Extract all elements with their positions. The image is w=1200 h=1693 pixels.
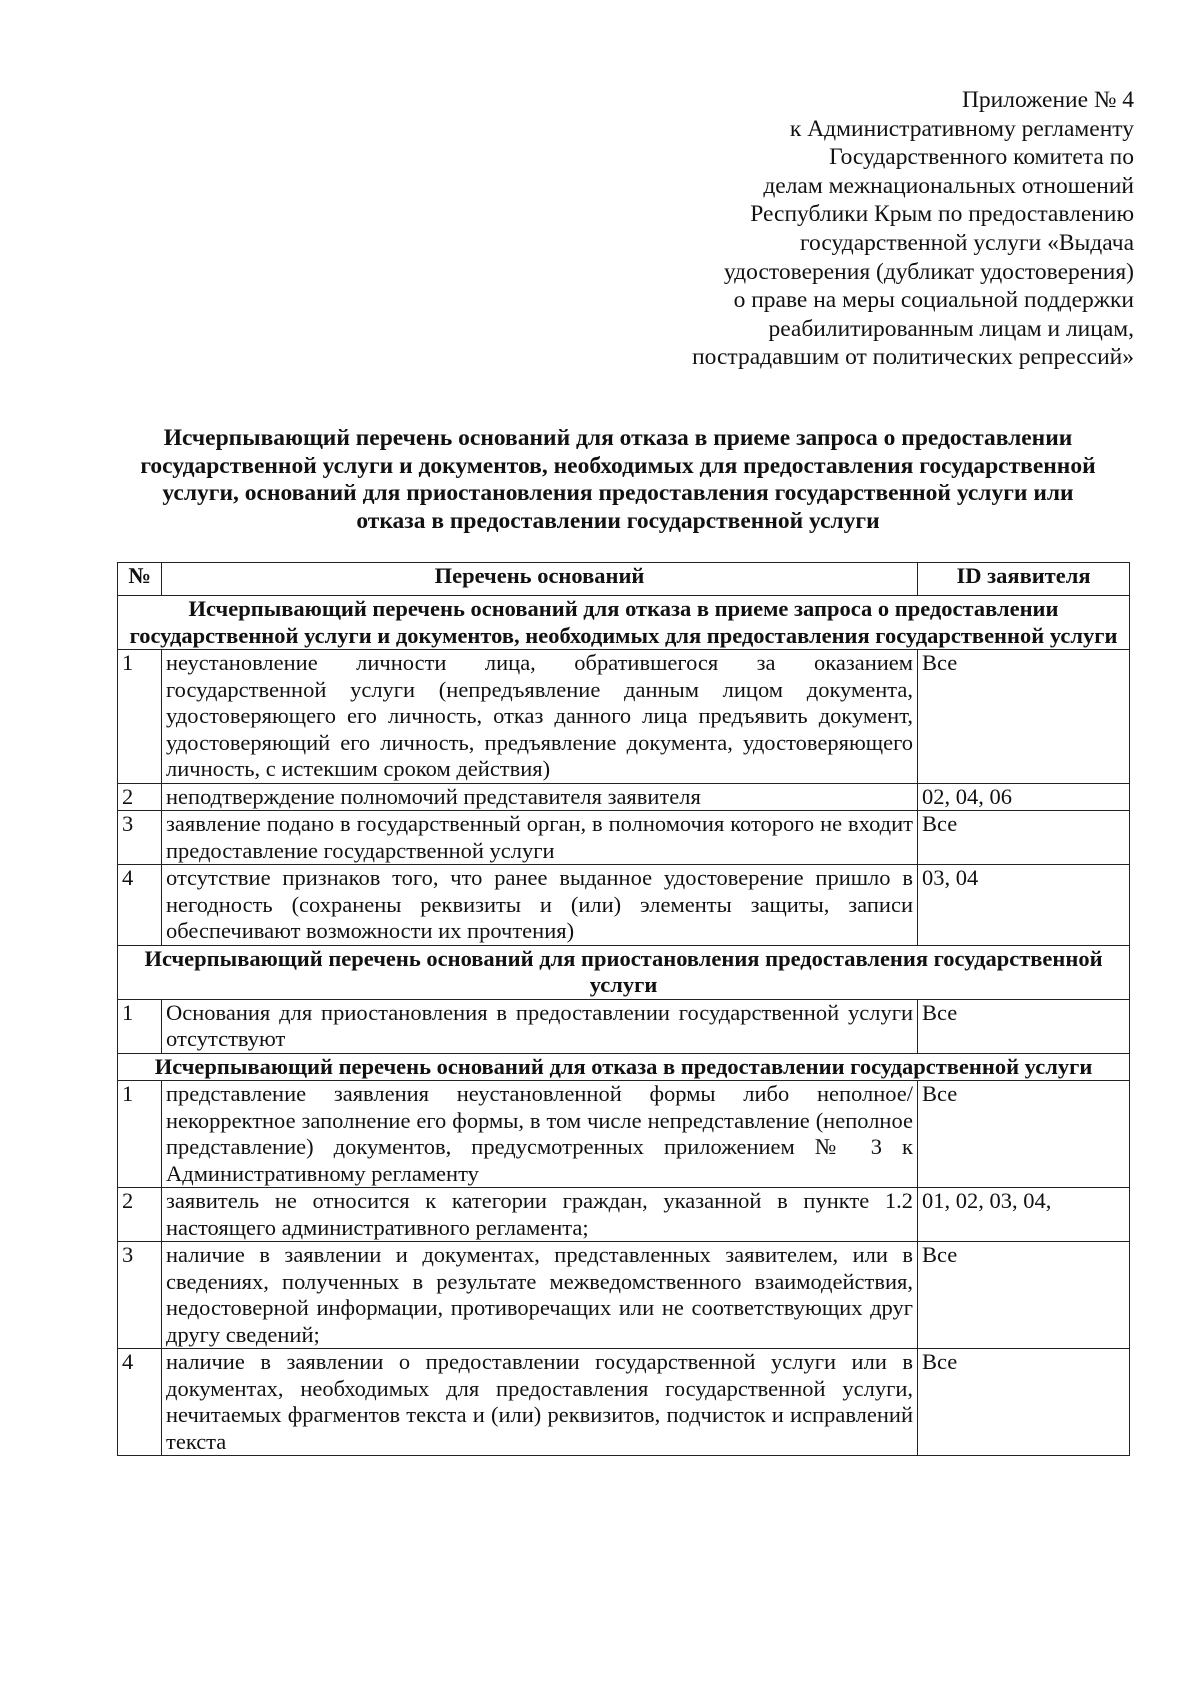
row-applicant-id: Все: [918, 650, 1130, 784]
row-ground-text: Основания для приостановления в предоставлении государственной услуги отсутствуют: [162, 999, 918, 1053]
appendix-line: делам межнациональных отношений: [763, 172, 1134, 199]
row-ground-text: заявитель не относится к категории граждан, указанной в пункте 1.2 настоящего административного регламента;: [162, 1188, 918, 1242]
row-ground-text: неподтверждение полномочий представителя заявителя: [162, 783, 918, 811]
column-header-grounds: Перечень оснований: [162, 563, 918, 596]
table-row: [118, 1349, 1130, 1456]
table-row: [118, 1188, 1130, 1242]
table-row: [118, 1242, 1130, 1349]
table-row: [118, 811, 1130, 865]
appendix-line: реабилитированным лицам и лицам,: [768, 315, 1134, 342]
appendix-line: к Административному регламенту: [789, 115, 1134, 142]
row-number: 4: [118, 1349, 162, 1456]
table-row: [118, 783, 1130, 811]
row-applicant-id: 01, 02, 03, 04,: [918, 1188, 1130, 1242]
row-ground-text: наличие в заявлении и документах, представленных заявителем, или в сведениях, полученных в результате межведомственного взаимодействия, недостоверной информации, противоречащих или не соответствующих друг другу сведений;: [162, 1242, 918, 1349]
appendix-line: Приложение № 4: [961, 87, 1134, 113]
row-applicant-id: 02, 04, 06: [918, 783, 1130, 811]
table-header-row: [118, 563, 1130, 596]
row-ground-text: отсутствие признаков того, что ранее выданное удостоверение пришло в негодность (сохранены реквизиты и (или) элементы защиты, записи обеспечивают возможности их прочтения): [162, 865, 918, 946]
section-row: [118, 1053, 1130, 1081]
appendix-line: Государственного комитета по: [829, 144, 1134, 171]
row-number: 2: [118, 1188, 162, 1242]
document-title: [118, 425, 1118, 535]
appendix-line: государственной услуги «Выдача: [799, 229, 1134, 256]
row-applicant-id: Все: [918, 1242, 1130, 1349]
row-ground-text: представление заявления неустановленной формы либо неполное/некорректное заполнение его формы, в том числе непредставление (неполное представление) документов, предусмотренных приложением № 3 к Административному регламенту: [162, 1081, 918, 1188]
row-applicant-id: Все: [918, 1349, 1130, 1456]
appendix-line: о праве на меры социальной поддержки: [733, 287, 1134, 314]
row-number: 1: [118, 650, 162, 784]
row-applicant-id: Все: [918, 811, 1130, 865]
title-line: услуги, оснований для приостановления предоставления государственной услуги или: [162, 480, 1074, 506]
row-applicant-id: Все: [918, 1081, 1130, 1188]
section-title: Исчерпывающий перечень оснований для приостановления предоставления государственной услуги: [118, 945, 1130, 999]
row-ground-text: наличие в заявлении о предоставлении государственной услуги или в документах, необходимых для предоставления государственной услуги, нечитаемых фрагментов текста и (или) реквизитов, подчисток и исправлений текста: [162, 1349, 918, 1456]
title-line: государственной услуги и документов, необходимых для предоставления государственной: [140, 452, 1096, 479]
row-ground-text: неустановление личности лица, обратившегося за оказанием государственной услуги (непредъявление данным лицом документа, удостоверяющего его личность, отказ данного лица предъявить документ, удостоверяющий его личность, предъявление документа, удостоверяющего личность, с истекшим сроком действия): [162, 650, 918, 784]
table-row: [118, 865, 1130, 946]
section-title: Исчерпывающий перечень оснований для отказа в приеме запроса о предоставлении государственной услуги и документов, необходимых для предоставления государственной услуги: [118, 596, 1130, 650]
appendix-line: пострадавшим от политических репрессий»: [692, 344, 1134, 371]
row-applicant-id: Все: [918, 999, 1130, 1053]
grounds-table: [117, 562, 1130, 1456]
appendix-line: удостоверения (дубликат удостоверения): [723, 258, 1134, 285]
row-number: 4: [118, 865, 162, 946]
row-applicant-id: 03, 04: [918, 865, 1130, 946]
row-ground-text: заявление подано в государственный орган, в полномочия которого не входит предоставление государственной услуги: [162, 811, 918, 865]
appendix-header: [614, 86, 1134, 372]
row-number: 1: [118, 1081, 162, 1188]
row-number: 1: [118, 999, 162, 1053]
table-row: [118, 1081, 1130, 1188]
section-row: [118, 945, 1130, 999]
row-number: 2: [118, 783, 162, 811]
row-number: 3: [118, 1242, 162, 1349]
table-row: [118, 999, 1130, 1053]
appendix-line: Республики Крым по предоставлению: [750, 201, 1134, 228]
section-row: [118, 596, 1130, 650]
section-title: Исчерпывающий перечень оснований для отказа в предоставлении государственной услуги: [118, 1053, 1130, 1081]
column-header-num: №: [118, 563, 162, 596]
table-row: [118, 650, 1130, 784]
column-header-applicant-id: ID заявителя: [918, 563, 1130, 596]
title-line: Исчерпывающий перечень оснований для отказа в приеме запроса о предоставлении: [163, 425, 1073, 451]
title-line: отказа в предоставлении государственной услуги: [356, 507, 880, 534]
row-number: 3: [118, 811, 162, 865]
